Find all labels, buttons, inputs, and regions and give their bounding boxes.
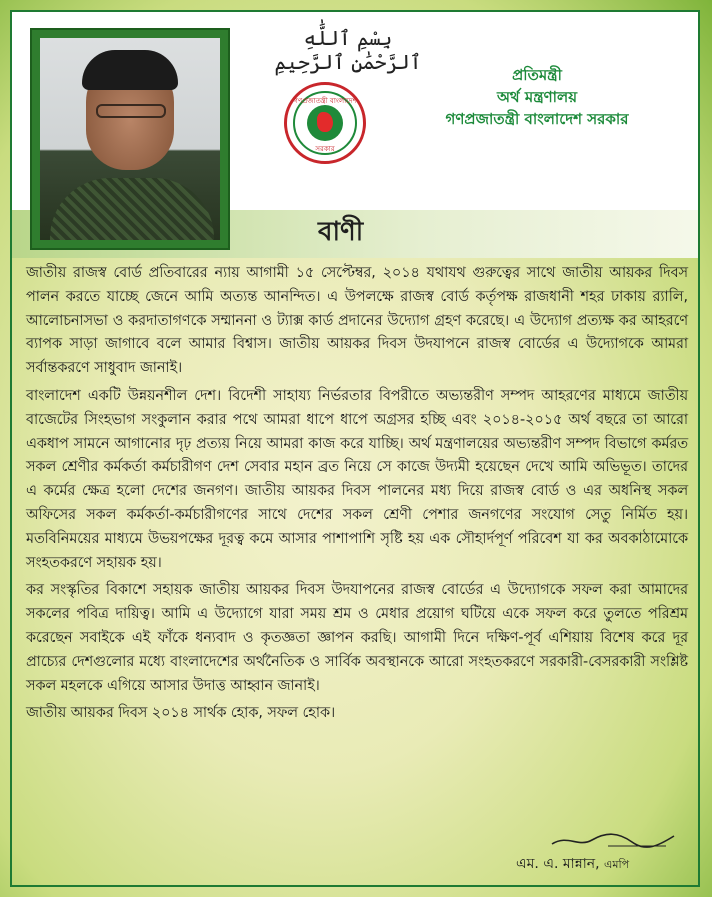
government-seal-icon — [284, 82, 366, 164]
paragraph-3: কর সংস্কৃতির বিকাশে সহায়ক জাতীয় আয়কর দিবস উদযাপনের রাজস্ব বোর্ডের এ উদ্যোগকে সফল করা আমাদের সকলের পবিত্র দায়িত্ব। আমি এ উদ্যোগে যারা সময় শ্রম ও মেধার প্রয়োগ ঘটিয়ে একে সফল করে তুলতে পরিশ্রম করেছেন সবাইকে এই ফাঁকে ধন্যবাদ ও কৃতজ্ঞতা জ্ঞাপন করছি। আগামী দিনে দক্ষিণ-পূর্ব এশিয়ায় বিশেষ করে দূর প্রাচ্যের দেশগুলোর মধ্যে বাংলাদেশের অর্থনৈতিক ও সার্বিক অবস্থানকে আরো সংহতকরণে সরকারী-বেসরকারী সংশ্লিষ্ট সকল মহলকে এগিয়ে আসার উদাত্ত আহ্বান জানাই। — [26, 582, 689, 694]
portrait-photo — [40, 38, 220, 240]
portrait-hair — [82, 50, 178, 90]
signer-name — [516, 852, 696, 876]
paragraph-1: জাতীয় রাজস্ব বোর্ড প্রতিবারের ন্যায় আগামী ১৫ সেপ্টেম্বর, ২০১৪ যথাযথ গুরুত্বের সাথে জাতীয় আয়কর দিবস পালন করতে যাচ্ছে জেনে আমি অত্যন্ত আনন্দিত। এ উপলক্ষে রাজস্ব বোর্ড কর্তৃপক্ষ রাজধানী শহর ঢাকায় র‌্যালি, আলোচনাসভা ও করদাতাগণকে সম্মাননা ও ট্যাক্স কার্ড প্রদানের উদ্যোগ গ্রহণ করেছে। এ উদ্যোগ প্রত্যক্ষ কর আহরণে ব্যাপক সাড়া জাগাবে বলে আমার বিশ্বাস। জাতীয় আয়কর দিবস উদযাপনে রাজস্ব বোর্ডের এ উদ্যোগকে আমরা সর্বান্তকরণে সাধুবাদ জানাই। — [26, 265, 688, 377]
portrait-shirt — [50, 178, 214, 240]
portrait-glasses — [96, 104, 166, 118]
title-government: গণপ্রজাতন্ত্রী বাংলাদেশ সরকার — [445, 110, 629, 128]
message-body — [26, 262, 688, 730]
paragraph-4: জাতীয় আয়কর দিবস ২০১৪ সার্থক হোক, সফল হোক। — [26, 705, 336, 722]
seal-text-bottom: সরকার — [315, 145, 335, 153]
signer-name-text: এম. এ. মান্নান, — [516, 856, 600, 872]
portrait-frame — [30, 28, 230, 250]
title-ministry: অর্থ মন্ত্রণালয় — [496, 88, 578, 106]
office-titles — [392, 64, 682, 130]
title-state-minister: প্রতিমন্ত্রী — [512, 66, 562, 84]
paragraph-2: বাংলাদেশ একটি উন্নয়নশীল দেশ। বিদেশী সাহায্য নির্ভরতার বিপরীতে অভ্যন্তরীণ সম্পদ আহরণের মাধ্যমে জাতীয় বাজেটের সিংহভাগ সংকুলান করার পথে আমরা ধাপে ধাপে অগ্রসর হচ্ছি এবং ২০১৪-২০১৫ অর্থ বছরে তা আরো একধাপ সামনে আগানোর দৃঢ় প্রত্যয় নিয়ে আমরা কাজ করে যাচ্ছি। অর্থ মন্ত্রণালয়ের অভ্যন্তরীণ সম্পদ বিভাগে কর্মরত সকল শ্রেণীর কর্মকর্তা কর্মচারীগণ দেশ সেবার মহান ব্রত নিয়ে সে কাজে উদ্যমী হয়েছেন দেখে আমি অভিভূত। তাদের এ কর্মের ক্ষেত্র হলো দেশের জনগণ। জাতীয় আয়কর দিবস পালনের মধ্য দিয়ে রাজস্ব বোর্ড ও এর অধনিস্থ সকল অফিসের সকল কর্মকর্তা-কর্মচারীগণের সাথে দেশের সকল শ্রেণী পেশার জনগণের সংযোগ সেতু নির্মিত হয়। মতবিনিময়ের মাধ্যমে উভয়পক্ষের দূরত্ব কমে আসার পাশাপাশি সৃষ্টি হয় এক সৌহার্দপূর্ণ পরিবেশ যা কর অবকাঠামোকে সংহতকরণে সহায়ক হয়। — [26, 387, 688, 571]
bismillah-calligraphy: بِسْمِ ٱللَّٰهِ ٱلرَّحْمَٰنِ ٱلرَّحِيمِ — [274, 26, 422, 74]
handwritten-signature-icon — [548, 830, 678, 850]
message-heading: বাণী — [318, 217, 364, 247]
signer-suffix: এমপি — [604, 858, 630, 871]
seal-text-top: গণপ্রজাতন্ত্রী বাংলাদেশ — [293, 97, 357, 105]
bangladesh-map-icon — [317, 112, 333, 132]
